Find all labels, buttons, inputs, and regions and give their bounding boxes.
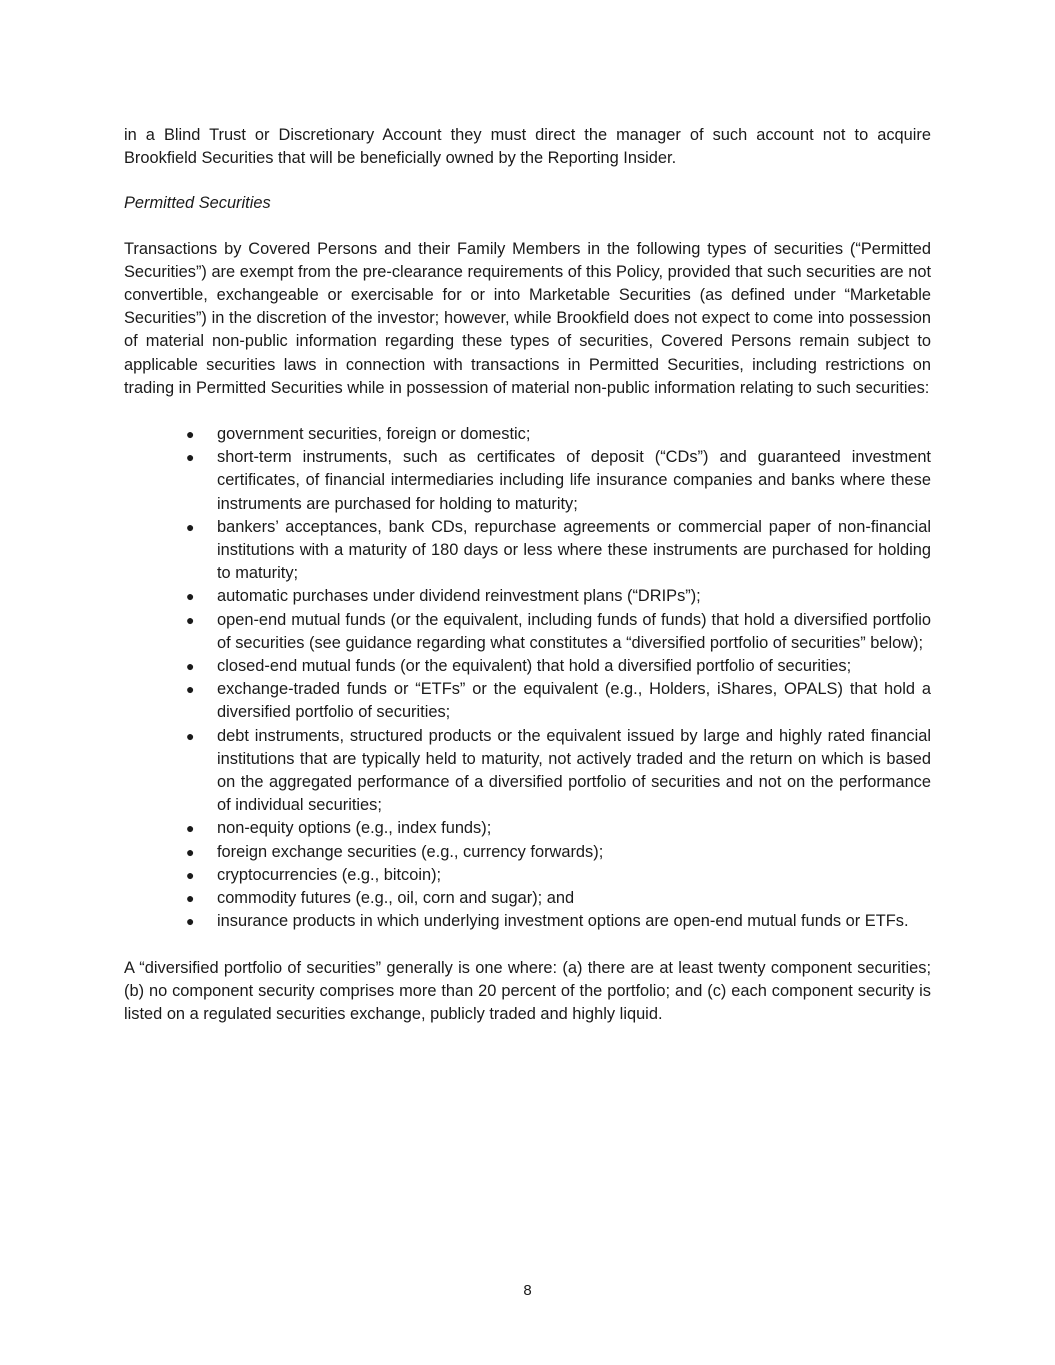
intro-paragraph: in a Blind Trust or Discretionary Account they must direct the manager of such account not to acquire Brookfield Securities that will be beneficially owned by the Reporting Insider. xyxy=(124,126,931,168)
list-item-text: short-term instruments, such as certificates of deposit (“CDs”) and guaranteed investment certificates, of financial intermediaries including life insurance companies and banks where these instruments are purchased for holding to maturity; xyxy=(217,448,931,513)
section-heading: Permitted Securities xyxy=(124,194,271,213)
list-item-text: debt instruments, structured products or the equivalent issued by large and highly rated financial institutions that are typically held to maturity, not actively traded and the return on which is based on the aggregated performance of a diversified portfolio of securities and not on the performance of individual securities; xyxy=(217,726,931,815)
list-item-text: bankers’ acceptances, bank CDs, repurchase agreements or commercial paper of non-financial institutions with a maturity of 180 days or less where these instruments are purchased for holding to maturity; xyxy=(217,517,931,583)
bullet-icon: ● xyxy=(186,449,195,466)
closing-paragraph: A “diversified portfolio of securities” generally is one where: (a) there are at least twenty component securities; (b) no component security comprises more than 20 percent of the portfolio; and (c) each component security is listed on a regulated securities exchange, publicly traded and highly liquid. xyxy=(124,958,931,1023)
list-item xyxy=(124,609,931,655)
list-item xyxy=(124,423,931,446)
list-item-text: automatic purchases under dividend reinvestment plans (“DRIPs”); xyxy=(217,587,701,606)
permitted-securities-list xyxy=(124,423,931,933)
page-number: 8 xyxy=(523,1282,532,1299)
list-item xyxy=(124,678,931,724)
bullet-icon: ● xyxy=(186,866,195,883)
bullet-icon: ● xyxy=(186,426,195,443)
list-item xyxy=(124,864,931,887)
list-item-text: government securities, foreign or domestic; xyxy=(217,425,531,444)
bullet-icon: ● xyxy=(186,681,195,698)
list-item-text: closed-end mutual funds (or the equivalent) that hold a diversified portfolio of securities; xyxy=(217,657,852,676)
list-item xyxy=(124,910,931,933)
bullet-icon: ● xyxy=(186,727,195,744)
list-item-text: foreign exchange securities (e.g., currency forwards); xyxy=(217,842,604,861)
document-page xyxy=(124,124,931,1026)
bullet-icon: ● xyxy=(186,843,195,860)
bullet-icon: ● xyxy=(186,820,195,837)
list-item-text: non-equity options (e.g., index funds); xyxy=(217,819,492,838)
bullet-icon: ● xyxy=(186,913,195,930)
bullet-icon: ● xyxy=(186,588,195,605)
list-item xyxy=(124,585,931,608)
list-item xyxy=(124,446,931,516)
bullet-icon: ● xyxy=(186,611,195,628)
list-item xyxy=(124,841,931,864)
list-item xyxy=(124,725,931,818)
bullet-icon: ● xyxy=(186,890,195,907)
list-item xyxy=(124,516,931,586)
list-item-text: open-end mutual funds (or the equivalent, including funds of funds) that hold a diversified portfolio of securities (see guidance regarding what constitutes a “diversified portfolio of securities” below); xyxy=(217,610,931,652)
list-item-text: commodity futures (e.g., oil, corn and sugar); and xyxy=(217,889,575,908)
list-item xyxy=(124,655,931,678)
list-item-text: insurance products in which underlying investment options are open-end mutual funds or ETFs. xyxy=(217,912,909,931)
bullet-icon: ● xyxy=(186,518,195,535)
list-item xyxy=(124,817,931,840)
bullet-icon: ● xyxy=(186,658,195,675)
section-body-paragraph: Transactions by Covered Persons and their Family Members in the following types of securities (“Permitted Securities”) are exempt from the pre-clearance requirements of this Policy, provided that such securities are not convertible, exchangeable or exercisable for or into Marketable Securities (as defined under “Marketable Securities”) in the discretion of the investor; however, while Brookfield does not expect to come into possession of material non-public information regarding these types of securities, Covered Persons remain subject to applicable securities laws in connection with transactions in Permitted Securities, including restrictions on trading in Permitted Securities while in possession of material non-public information relating to such securities: xyxy=(124,239,931,397)
list-item-text: cryptocurrencies (e.g., bitcoin); xyxy=(217,865,442,884)
list-item-text: exchange-traded funds or “ETFs” or the equivalent (e.g., Holders, iShares, OPALS) that hold a diversified portfolio of securities; xyxy=(217,680,931,722)
list-item xyxy=(124,887,931,910)
